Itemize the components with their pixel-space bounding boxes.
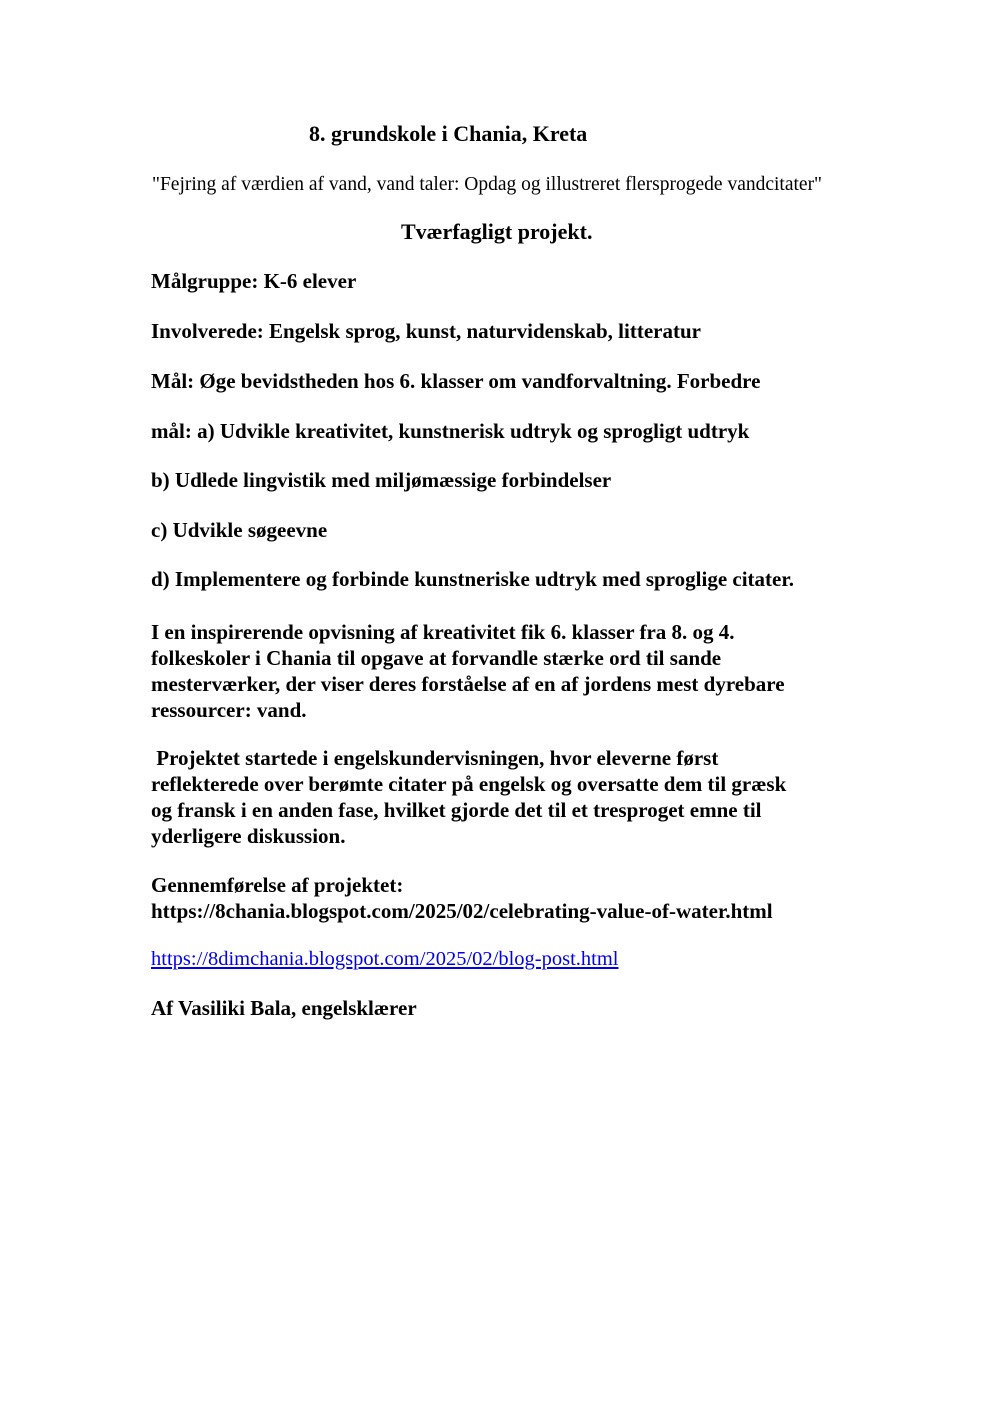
goal-b: b) Udlede lingvistik med miljømæssige forbindelser xyxy=(151,468,612,492)
project-subtitle: "Fejring af værdien af vand, vand taler: Opdag og illustreret flersprogede vandcitater" xyxy=(152,174,823,195)
author-credit: Af Vasiliki Bala, engelsklærer xyxy=(151,996,417,1020)
goal-a: mål: a) Udvikle kreativitet, kunstnerisk udtryk og sprogligt udtryk xyxy=(151,419,750,443)
goal-d: d) Implementere og forbinde kunstneriske udtryk med sproglige citater. xyxy=(151,567,795,591)
school-title: 8. grundskole i Chania, Kreta xyxy=(309,121,588,146)
project-type: Tværfagligt projekt. xyxy=(401,219,593,244)
implementation-url: https://8chania.blogspot.com/2025/02/celebrating-value-of-water.html xyxy=(151,899,773,923)
involved-subjects: Involverede: Engelsk sprog, kunst, naturvidenskab, litteratur xyxy=(151,319,701,343)
paragraph-line: folkeskoler i Chania til opgave at forvandle stærke ord til sande xyxy=(151,646,722,670)
paragraph-line: reflekterede over berømte citater på engelsk og oversatte dem til græsk xyxy=(151,772,787,796)
goal-c: c) Udvikle søgeevne xyxy=(151,518,328,542)
blog-post-link[interactable]: https://8dimchania.blogspot.com/2025/02/blog-post.html xyxy=(151,948,619,970)
inspiration-paragraph xyxy=(151,619,871,723)
target-group: Målgruppe: K-6 elever xyxy=(151,269,357,293)
paragraph-line: ressourcer: vand. xyxy=(151,698,307,722)
paragraph-line: mesterværker, der viser deres forståelse af en af jordens mest dyrebare xyxy=(151,672,785,696)
paragraph-line: I en inspirerende opvisning af kreativitet fik 6. klasser fra 8. og 4. xyxy=(151,620,735,644)
project-paragraph xyxy=(151,745,871,849)
implementation-heading: Gennemførelse af projektet: xyxy=(151,873,404,897)
paragraph-line: Projektet startede i engelskundervisningen, hvor eleverne først xyxy=(151,746,719,770)
paragraph-line: yderligere diskussion. xyxy=(151,824,346,848)
paragraph-line: og fransk i en anden fase, hvilket gjorde det til et tresproget emne til xyxy=(151,798,762,822)
goal-statement: Mål: Øge bevidstheden hos 6. klasser om vandforvaltning. Forbedre xyxy=(151,369,761,393)
